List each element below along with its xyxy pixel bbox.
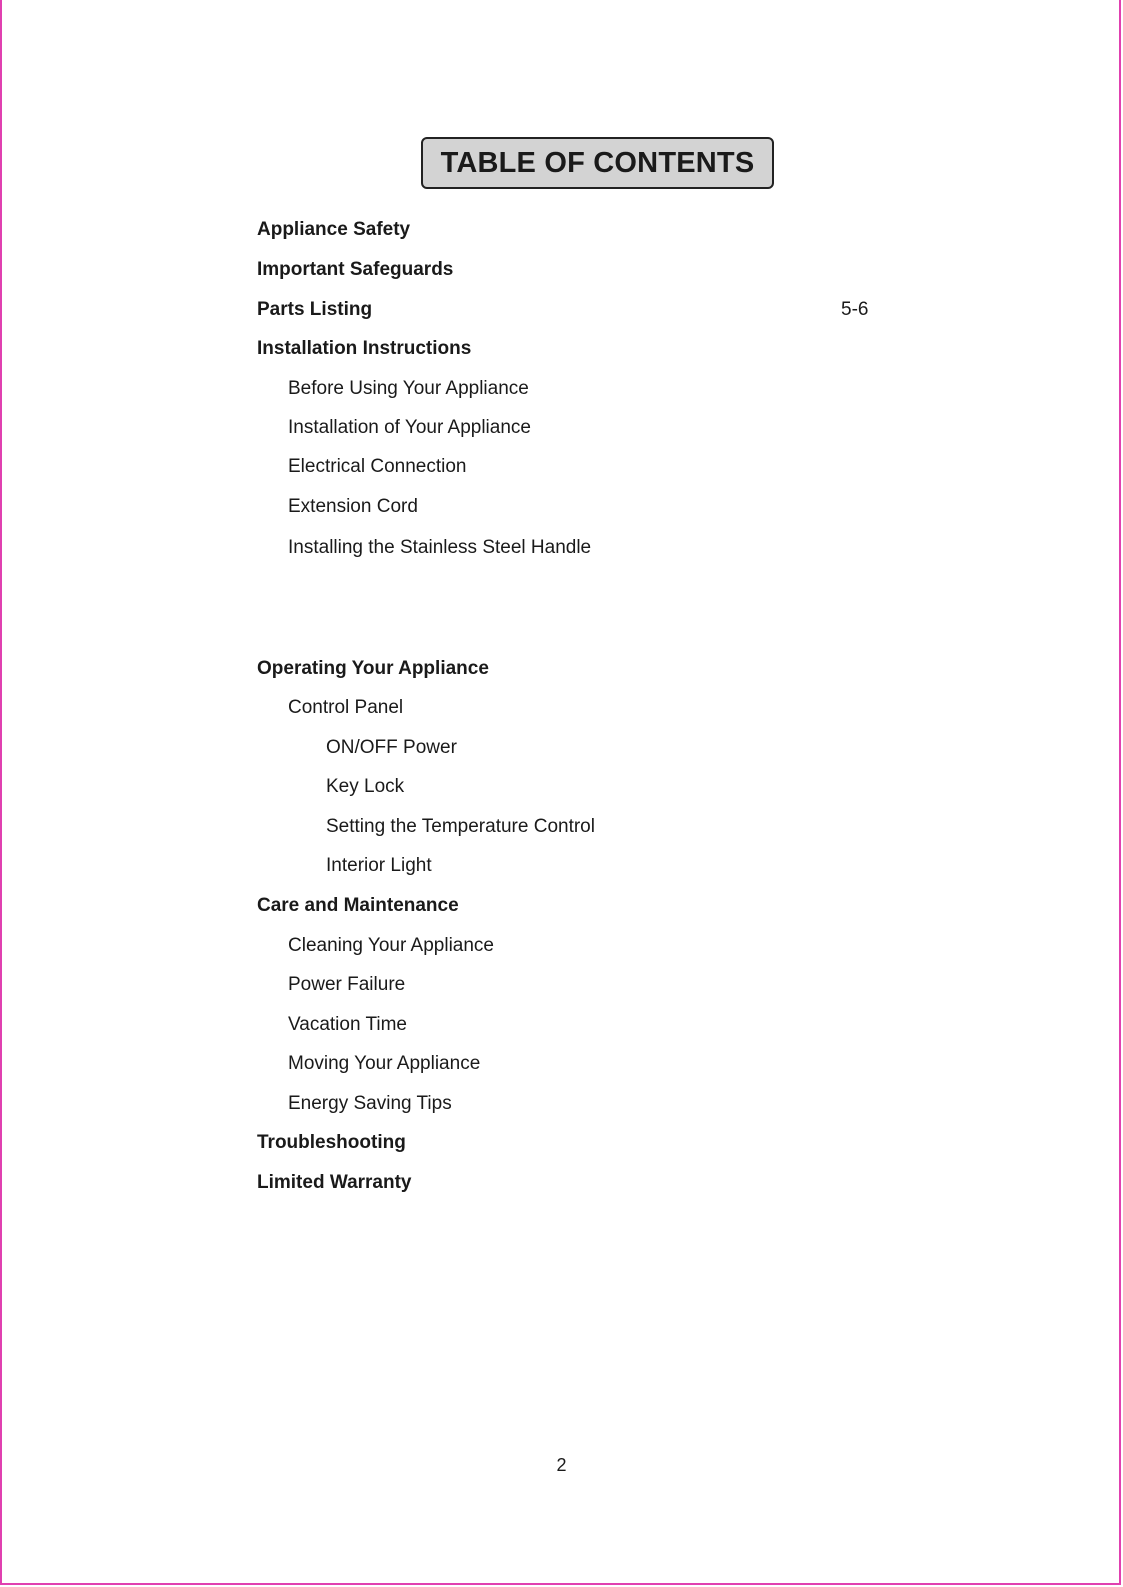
toc-entry-care-and-maintenance: Care and Maintenance xyxy=(257,895,459,916)
toc-entry-vacation-time: Vacation Time xyxy=(288,1014,407,1035)
toc-entry-moving: Moving Your Appliance xyxy=(288,1053,481,1074)
toc-entry-cleaning: Cleaning Your Appliance xyxy=(288,935,495,956)
toc-entry-appliance-safety: Appliance Safety xyxy=(257,219,411,240)
page-number: 2 xyxy=(556,1455,567,1475)
toc-entry-on-off-power: ON/OFF Power xyxy=(326,737,457,758)
toc-entry-electrical-connection: Electrical Connection xyxy=(288,456,467,477)
toc-entry-control-panel: Control Panel xyxy=(288,697,404,718)
toc-entry-power-failure: Power Failure xyxy=(288,974,406,995)
toc-entry-extension-cord: Extension Cord xyxy=(288,496,418,517)
toc-entry-before-using: Before Using Your Appliance xyxy=(288,378,529,399)
toc-entry-important-safeguards: Important Safeguards xyxy=(257,259,454,280)
toc-entry-operating-your-appliance: Operating Your Appliance xyxy=(257,658,489,679)
toc-page-ref-parts-listing: 5-6 xyxy=(841,299,869,320)
toc-entry-limited-warranty: Limited Warranty xyxy=(257,1172,412,1193)
toc-entry-installation-instructions: Installation Instructions xyxy=(257,338,472,359)
toc-entry-installation-of-appliance: Installation of Your Appliance xyxy=(288,417,531,438)
toc-entry-installing-handle: Installing the Stainless Steel Handle xyxy=(288,537,592,558)
toc-entry-key-lock: Key Lock xyxy=(326,776,405,797)
toc-entry-parts-listing: Parts Listing xyxy=(257,299,373,320)
toc-entry-temperature-control: Setting the Temperature Control xyxy=(326,816,595,837)
toc-entry-energy-saving-tips: Energy Saving Tips xyxy=(288,1093,452,1114)
page-title: TABLE OF CONTENTS xyxy=(421,137,774,189)
toc-entry-troubleshooting: Troubleshooting xyxy=(257,1132,406,1153)
toc-entry-interior-light: Interior Light xyxy=(326,855,432,876)
